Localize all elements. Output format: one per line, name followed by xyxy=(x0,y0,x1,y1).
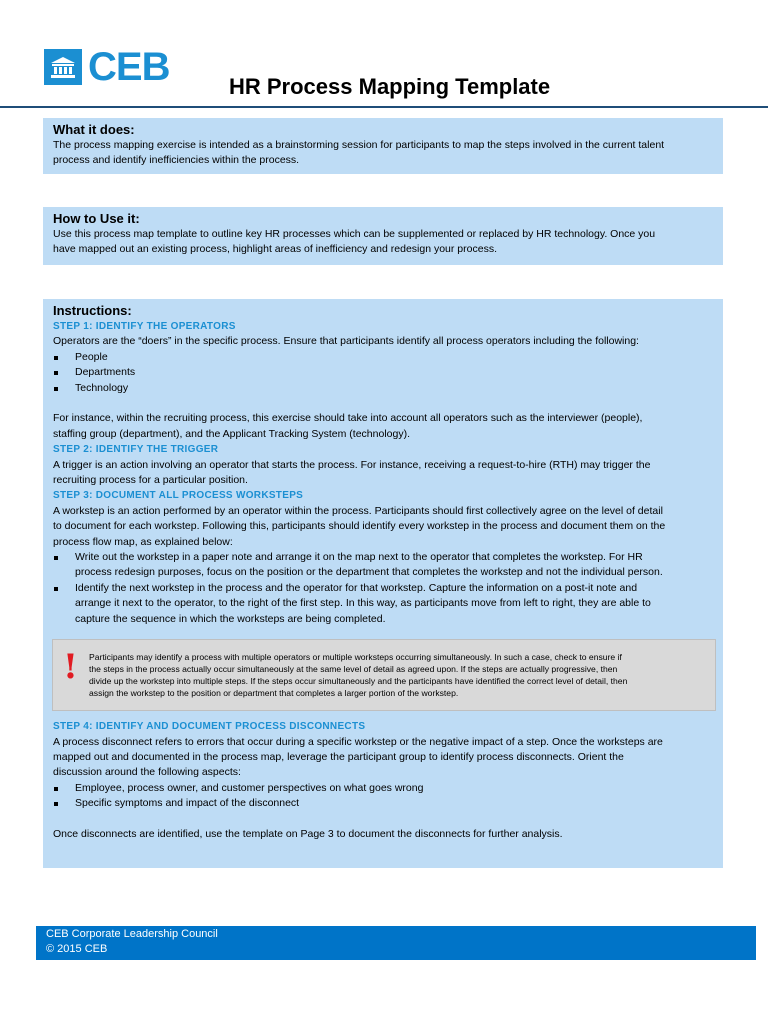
step-3-title: STEP 3: DOCUMENT ALL PROCESS WORKSTEPS xyxy=(53,490,304,502)
instructions-heading: Instructions: xyxy=(53,303,132,318)
footer-copyright: © 2015 CEB xyxy=(46,943,108,955)
what-it-does-line: The process mapping exercise is intended as a brainstorming session for participants to map the steps involved in the current talent xyxy=(53,139,665,151)
exclamation-icon: ! xyxy=(63,647,78,688)
header-divider xyxy=(0,106,768,108)
step-1-title: STEP 1: IDENTIFY THE OPERATORS xyxy=(53,321,236,332)
how-to-use-heading: How to Use it: xyxy=(53,211,140,226)
list-item xyxy=(53,581,713,627)
list-item xyxy=(53,550,713,581)
step-2-text: recruiting process for a particular position. xyxy=(53,474,248,487)
list-item: Specific symptoms and impact of the disconnect xyxy=(53,796,713,811)
step-4-text: A process disconnect refers to errors that occur during a specific workstep or the negative impact of a step. Once the worksteps are xyxy=(53,735,663,748)
step-4-text: discussion around the following aspects: xyxy=(53,766,241,779)
note-line: the steps in the process actually occur simultaneously at the same level of detail as agreed upon. If the steps are actually progressive, then xyxy=(89,664,618,675)
footer-bar xyxy=(36,926,756,960)
how-to-use-line: have mapped out an existing process, highlight areas of inefficiency and redesign your process. xyxy=(53,243,497,256)
ceb-logo xyxy=(44,45,170,89)
disconnect-aspects-list xyxy=(53,781,713,812)
note-line: Participants may identify a process with multiple operators or multiple worksteps occurring simultaneously. In such a case, check to ensure if xyxy=(89,652,622,663)
list-item: People xyxy=(53,350,713,365)
step-1-intro: Operators are the “doers” in the specific process. Ensure that participants identify all process operators including the following: xyxy=(53,335,639,348)
worksteps-list xyxy=(53,550,713,627)
list-item-line: capture the sequence in which the worksteps are being completed. xyxy=(75,612,386,625)
operators-list xyxy=(53,350,713,396)
logo-wordmark: CEB xyxy=(88,45,170,89)
footer-council: CEB Corporate Leadership Council xyxy=(46,928,218,940)
step-4-closing: Once disconnects are identified, use the template on Page 3 to document the disconnects for further analysis. xyxy=(53,827,563,840)
step-3-text: A workstep is an action performed by an operator within the process. Participants should first collectively agree on the level of detail xyxy=(53,504,663,517)
note-callout xyxy=(52,639,716,711)
list-item: Employee, process owner, and customer perspectives on what goes wrong xyxy=(53,781,713,796)
list-item-line: arrange it next to the operator, to the right of the first step. In this way, as participants move from left to right, they are able to xyxy=(75,597,651,610)
step-1-text: For instance, within the recruiting process, this exercise should take into account all operators such as the interviewer (people), xyxy=(53,412,643,425)
what-it-does-heading: What it does: xyxy=(53,122,135,137)
step-3-text: process flow map, as explained below: xyxy=(53,535,233,548)
step-1-text: staffing group (department), and the Applicant Tracking System (technology). xyxy=(53,427,410,440)
what-it-does-panel xyxy=(43,118,723,174)
building-icon xyxy=(44,49,82,85)
list-item-line: process redesign purposes, focus on the position or the department that completes the workstep and not the individual person. xyxy=(75,566,663,579)
list-item: Departments xyxy=(53,365,713,380)
step-4-text: mapped out and documented in the process map, leverage the participant group to identify process disconnects. Orient the xyxy=(53,750,624,763)
step-2-text: A trigger is an action involving an operator that starts the process. For instance, receiving a request-to-hire (RTH) may trigger the xyxy=(53,458,651,471)
list-item-line: Identify the next workstep in the process and the operator for that workstep. Capture the information on a post-it note and xyxy=(75,581,638,594)
page-title: HR Process Mapping Template xyxy=(229,74,551,99)
step-4-title: STEP 4: IDENTIFY AND DOCUMENT PROCESS DISCONNECTS xyxy=(53,721,366,733)
list-item-line: Write out the workstep in a paper note and arrange it on the map next to the operator that completes the workstep. For HR xyxy=(75,551,643,564)
instructions-panel xyxy=(43,299,723,868)
how-to-use-panel xyxy=(43,207,723,265)
list-item: Technology xyxy=(53,381,713,396)
note-line: divide up the workstep into multiple steps. If the steps occur simultaneously and the participants have identified the correct level of detail, then xyxy=(89,676,628,687)
what-it-does-line: process and identify inefficiencies within the process. xyxy=(53,154,300,167)
step-3-text: to document for each workstep. Following this, participants should identify every workstep in the process and document them on the xyxy=(53,520,666,533)
how-to-use-line: Use this process map template to outline key HR processes which can be supplemented or replaced by HR technology. Once you xyxy=(53,228,656,240)
note-line: assign the workstep to the position or department that completes a larger portion of the workstep. xyxy=(89,688,459,699)
step-2-title: STEP 2: IDENTIFY THE TRIGGER xyxy=(53,444,219,456)
